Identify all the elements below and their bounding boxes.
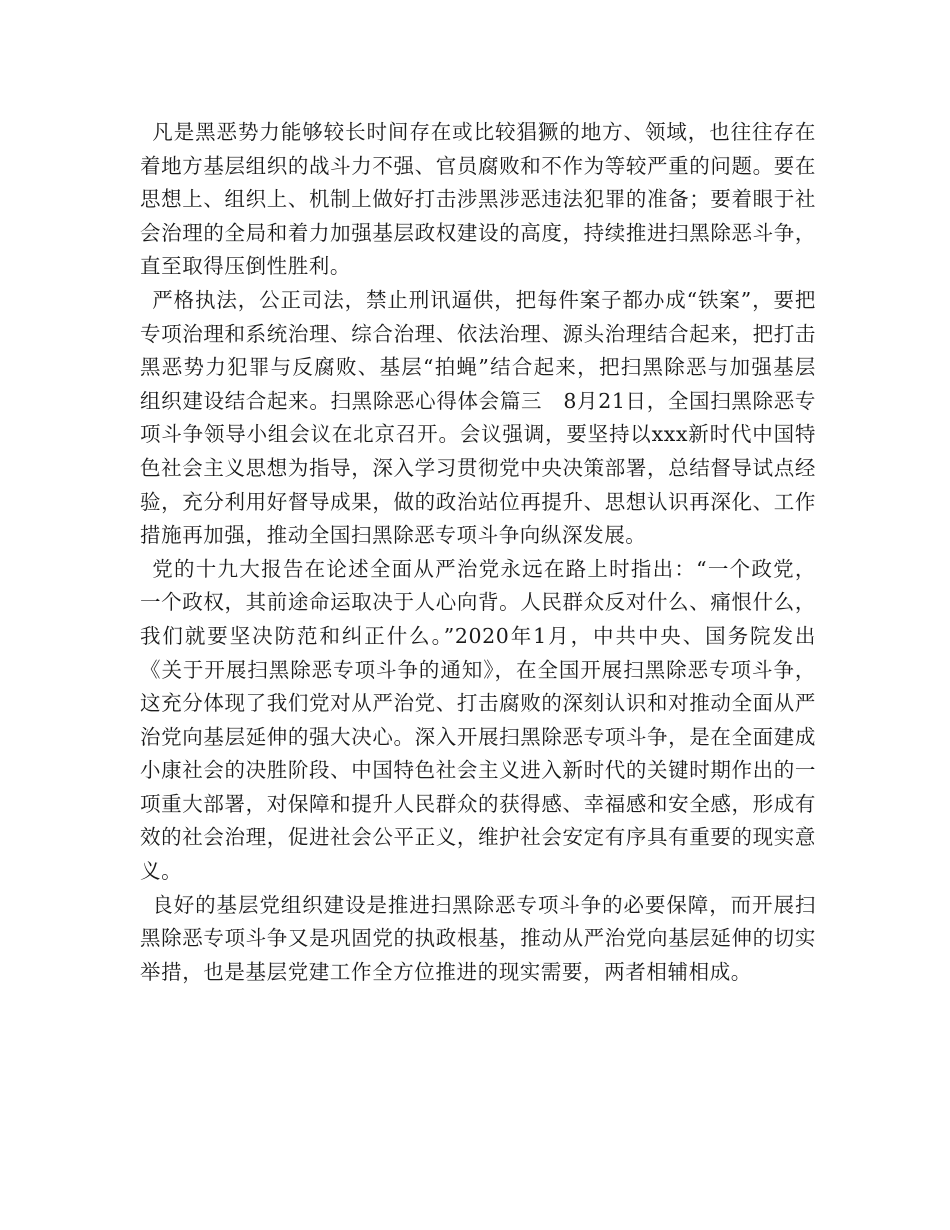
paragraph-3: 党的十九大报告在论述全面从严治党永远在路上时指出：“一个政党，一个政权，其前途命运取决于人心向背。人民群众反对什么、痛恨什么，我们就要坚决防范和纠正什么。”2020年1月，中共中央、国务院发出《关于开展扫黑除恶专项斗争的通知》，在全国开展扫黑除恶专项斗争，这充分体现了我们党对从严治党、打击腐败的深刻认识和对推动全面从严治党向基层延伸的强大决心。深入开展扫黑除恶专项斗争，是在全面建成小康社会的决胜阶段、中国特色社会主义进入新时代的关键时期作出的一项重大部署，对保障和提升人民群众的获得感、幸福感和安全感，形成有效的社会治理，促进社会公平正义，维护社会安定有序具有重要的现实意义。 [140,556,816,884]
paragraph-1: 凡是黑恶势力能够较长时间存在或比较猖獗的地方、领域，也往往存在着地方基层组织的战斗力不强、官员腐败和不作为等较严重的问题。要在思想上、组织上、机制上做好打击涉黑涉恶违法犯罪的准备；要着眼于社会治理的全局和着力加强基层政权建设的高度，持续推进扫黑除恶斗争，直至取得压倒性胜利。 [140,120,816,279]
paragraph-4: 良好的基层党组织建设是推进扫黑除恶专项斗争的必要保障，而开展扫黑除恶专项斗争又是巩固党的执政根基，推动从严治党向基层延伸的切实举措，也是基层党建工作全方位推进的现实需要，两者相辅相成。 [140,892,816,984]
paragraph-2: 严格执法，公正司法，禁止刑讯逼供，把每件案子都办成“铁案”，要把专项治理和系统治理、综合治理、依法治理、源头治理结合起来，把打击黑恶势力犯罪与反腐败、基层“拍蝇”结合起来，把扫黑除恶与加强基层组织建设结合起来。扫黑除恶心得体会篇三 8月21日，全国扫黑除恶专项斗争领导小组会议在北京召开。会议强调，要坚持以xxx新时代中国特色社会主义思想为指导，深入学习贯彻党中央决策部署，总结督导试点经验，充分利用好督导成果，做的政治站位再提升、思想认识再深化、工作措施再加强，推动全国扫黑除恶专项斗争向纵深发展。 [140,287,816,548]
document-page [140,116,816,989]
